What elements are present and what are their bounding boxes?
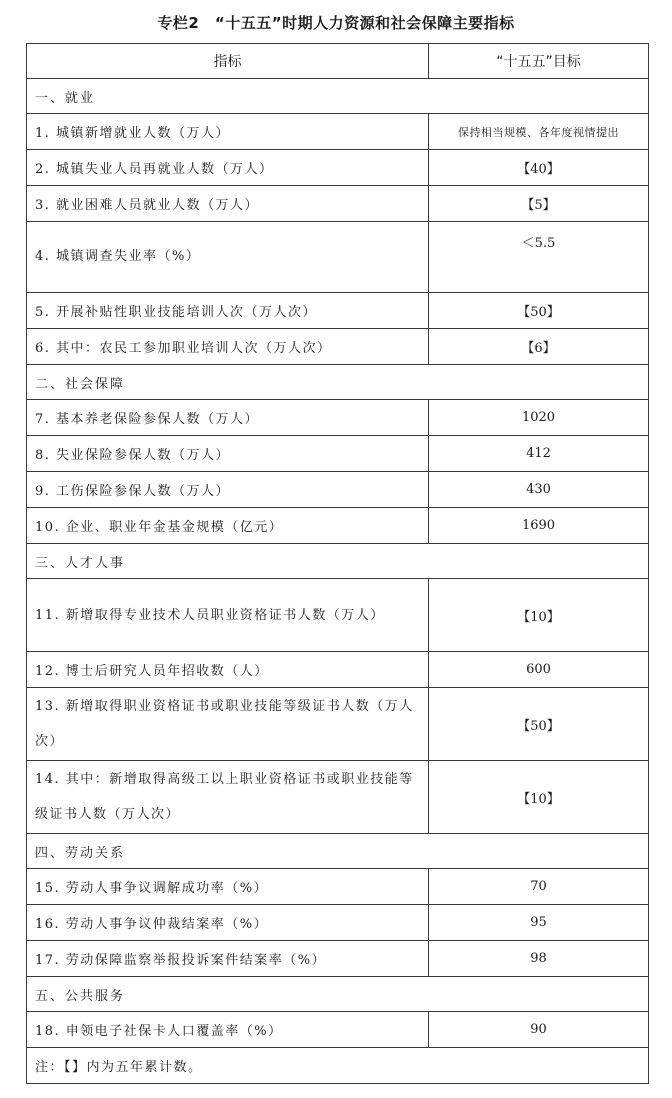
indicator-value: 600 (429, 652, 649, 688)
indicator-label: 17. 劳动保障监察举报投诉案件结案率（%） (27, 941, 429, 977)
table-row (27, 400, 649, 436)
section-row-employment (27, 79, 649, 114)
table-title: 专栏2 “十五五”时期人力资源和社会保障主要指标 (157, 14, 515, 32)
section-title: 三、人才人事 (27, 544, 649, 579)
indicator-label: 7. 基本养老保险参保人数（万人） (27, 400, 429, 436)
table-row (27, 329, 649, 365)
indicator-value: 【40】 (429, 150, 649, 186)
indicator-value: 70 (429, 869, 649, 905)
table-row (27, 652, 649, 688)
indicator-value: 【50】 (429, 293, 649, 329)
indicator-label: 16. 劳动人事争议仲裁结案率（%） (27, 905, 429, 941)
table-row (27, 472, 649, 508)
indicator-value: 【50】 (429, 688, 649, 761)
indicator-label: 14. 其中：新增取得高级工以上职业资格证书或职业技能等级证书人数（万人次） (27, 761, 429, 834)
table-row (27, 150, 649, 186)
indicator-value: 【10】 (429, 761, 649, 834)
indicator-label: 10. 企业、职业年金基金规模（亿元） (27, 508, 429, 544)
table-row (27, 1012, 649, 1048)
table-row (27, 579, 649, 652)
table-row (27, 436, 649, 472)
section-row-public-service (27, 977, 649, 1012)
table-row (27, 508, 649, 544)
indicator-label: 6. 其中：农民工参加职业培训人次（万人次） (27, 329, 429, 365)
indicator-label: 18. 申领电子社保卡人口覆盖率（%） (27, 1012, 429, 1048)
indicator-value: ＜5.5 (429, 222, 649, 293)
indicator-label: 4. 城镇调查失业率（%） (27, 222, 429, 293)
table-row (27, 761, 649, 834)
section-title: 二、社会保障 (27, 365, 649, 400)
section-title: 四、劳动关系 (27, 834, 649, 869)
indicator-label: 12. 博士后研究人员年招收数（人） (27, 652, 429, 688)
section-title: 五、公共服务 (27, 977, 649, 1012)
header-indicator: 指标 (27, 44, 429, 79)
indicator-value: 90 (429, 1012, 649, 1048)
header-target: “十五五”目标 (429, 44, 649, 79)
note-row (27, 1048, 649, 1084)
table-row (27, 688, 649, 761)
table-row (27, 941, 649, 977)
indicator-label: 2. 城镇失业人员再就业人数（万人） (27, 150, 429, 186)
section-row-talent (27, 544, 649, 579)
indicator-label: 13. 新增取得职业资格证书或职业技能等级证书人数（万人次） (27, 688, 429, 761)
indicator-value: 保持相当规模、各年度视情提出 (429, 114, 649, 150)
indicator-label: 11. 新增取得专业技术人员职业资格证书人数（万人） (27, 579, 429, 652)
table-row (27, 186, 649, 222)
indicator-value: 【6】 (429, 329, 649, 365)
table-header-row (27, 44, 649, 79)
indicator-value: 412 (429, 436, 649, 472)
table-row (27, 869, 649, 905)
table-row (27, 222, 649, 293)
table-row (27, 905, 649, 941)
table-row (27, 293, 649, 329)
indicator-label: 5. 开展补贴性职业技能培训人次（万人次） (27, 293, 429, 329)
indicator-value: 【5】 (429, 186, 649, 222)
indicator-value: 430 (429, 472, 649, 508)
indicator-label: 15. 劳动人事争议调解成功率（%） (27, 869, 429, 905)
indicator-label: 3. 就业困难人员就业人数（万人） (27, 186, 429, 222)
table-row (27, 114, 649, 150)
indicator-value: 98 (429, 941, 649, 977)
indicator-value: 1020 (429, 400, 649, 436)
table-note: 注：【】内为五年累计数。 (27, 1048, 649, 1084)
indicator-label: 8. 失业保险参保人数（万人） (27, 436, 429, 472)
section-row-social-security (27, 365, 649, 400)
section-title: 一、就业 (27, 79, 649, 114)
section-row-labor-relations (27, 834, 649, 869)
indicator-value: 1690 (429, 508, 649, 544)
indicators-table (26, 43, 649, 1084)
indicator-label: 1. 城镇新增就业人数（万人） (27, 114, 429, 150)
indicator-value: 【10】 (429, 579, 649, 652)
indicator-label: 9. 工伤保险参保人数（万人） (27, 472, 429, 508)
indicator-value: 95 (429, 905, 649, 941)
